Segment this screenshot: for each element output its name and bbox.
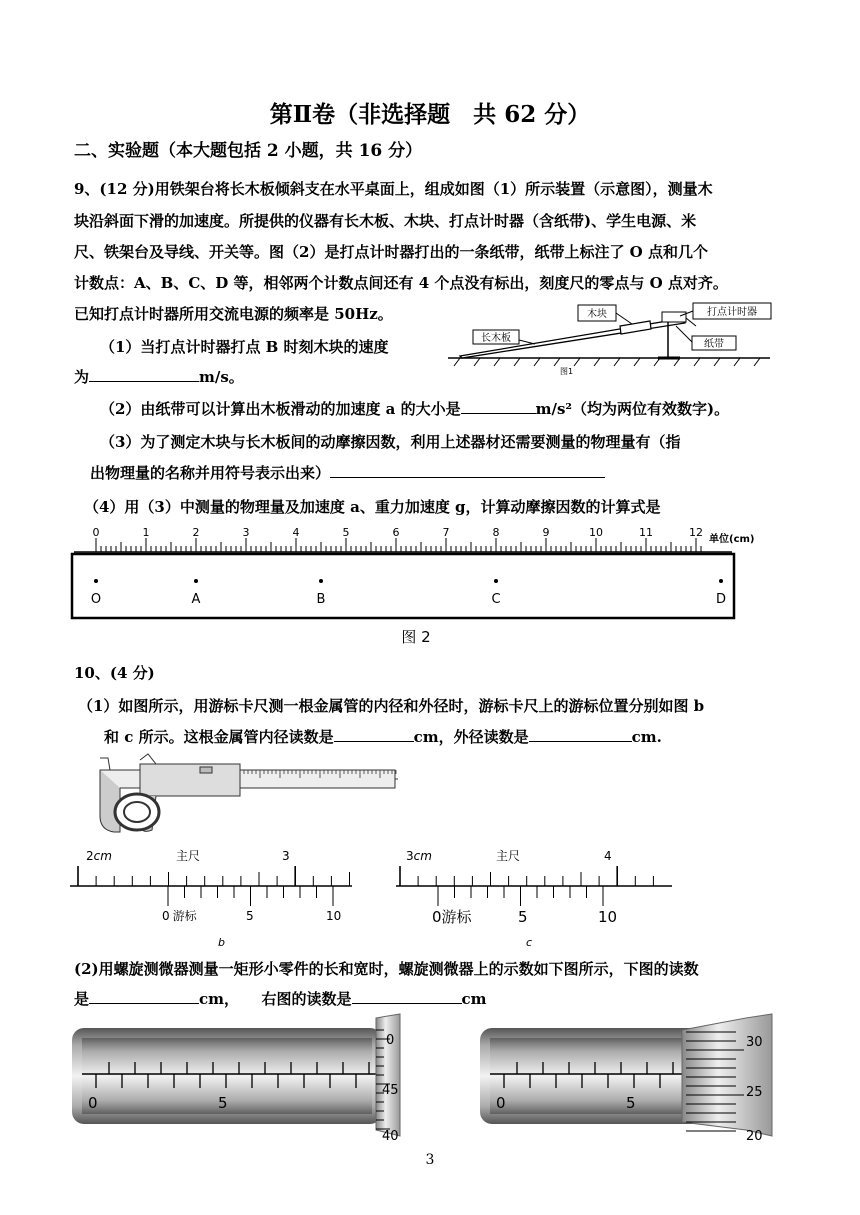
vernier-b-end-label: 3	[282, 849, 290, 863]
ruler-number: 2	[192, 526, 200, 539]
tape-point-label: B	[316, 592, 326, 607]
vernier-c-5-label: 5	[518, 908, 528, 926]
vernier-c-main-label: 主尺	[496, 849, 521, 863]
ruler-number: 0	[92, 526, 100, 539]
timer-body	[662, 312, 686, 322]
q9-part2-unit: m/s²（均为两位有效数字)。	[535, 400, 730, 418]
vernier-b-start-label: 2cm	[86, 849, 112, 863]
micro-right-sleeve-0: 0	[496, 1094, 506, 1112]
micrometer-right	[476, 1012, 776, 1144]
ruler-number: 9	[542, 526, 550, 539]
q9-part2-answer-blank[interactable]	[461, 398, 536, 414]
tape-point-label: A	[191, 592, 201, 607]
q9-part1-answer-blank[interactable]	[89, 366, 199, 382]
ruler-ticks	[96, 538, 701, 552]
micrometer-right-blank[interactable]	[352, 988, 462, 1004]
wooden-block	[620, 321, 651, 334]
q10-part2-text-3: cm	[461, 990, 487, 1008]
ruler-number: 11	[639, 526, 653, 539]
tape-dot	[719, 579, 723, 583]
q9-part2-text: （2）由纸带可以计算出木板滑动的加速度 a 的大小是	[100, 400, 461, 418]
ruler-unit: 单位(cm)	[709, 534, 755, 545]
label-block: 木块	[587, 309, 607, 320]
vernier-b-5-label: 5	[246, 909, 254, 923]
vernier-b-10-label: 10	[326, 909, 342, 923]
micro-left-sleeve-5: 5	[218, 1094, 228, 1112]
q9-part3-text: 出物理量的名称并用符号表示出来）	[90, 464, 331, 482]
q9-line-5: 已知打点计时器所用交流电源的频率是 50Hz。	[74, 305, 393, 323]
micro-left-thimble-40: 40	[382, 1129, 399, 1144]
q10-part1-text-1: 和 c 所示。这根金属管内径读数是	[104, 728, 334, 746]
figure-1-caption: 图1	[560, 367, 574, 376]
q9-part1-unit: m/s。	[199, 368, 244, 386]
ruler-number: 7	[442, 526, 450, 539]
micro-right-thimble-30: 30	[746, 1035, 763, 1050]
figure-2-caption: 图 2	[401, 628, 431, 646]
q10-part2-text-2: cm， 右图的读数是	[199, 990, 352, 1008]
section-heading: 二、实验题（本大题包括 2 小题，共 16 分）	[74, 141, 423, 161]
figure-1-incline	[440, 296, 790, 376]
ruler-number: 3	[242, 526, 250, 539]
q9-line-3: 尺、铁架台及导线、开关等。图（2）是打点计时器打出的一条纸带，纸带上标注了 O 点和几个	[74, 243, 708, 261]
vernier-caliper-illustration	[80, 754, 400, 838]
ruler-number: 6	[392, 526, 400, 539]
q9-part2-line	[100, 398, 729, 419]
q10-part1-line-a: （1）如图所示，用游标卡尺测一根金属管的内径和外径时，游标卡尺上的游标位置分别如图 b	[78, 697, 705, 715]
vernier-scale-c	[392, 846, 692, 952]
tape-point-label: C	[491, 592, 501, 607]
page-number: 3	[425, 1152, 435, 1168]
micrometer-left	[68, 1012, 408, 1144]
vernier-c-caption: c	[526, 936, 533, 949]
ruler-number: 1	[142, 526, 150, 539]
micro-right-thimble-25: 25	[746, 1085, 763, 1100]
q9-line-2: 块沿斜面下滑的加速度。所提供的仪器有长木板、木块、打点计时器（含纸带)、学生电源、米	[74, 212, 697, 230]
figure-2-tape-ruler	[64, 524, 755, 650]
ruler-number: 10	[589, 526, 603, 539]
micro-right-thimble-20: 20	[746, 1129, 763, 1144]
tape-point-label: O	[90, 592, 102, 607]
q9-part1-line-a: （1）当打点计时器打点 B 时刻木块的速度	[100, 338, 389, 356]
label-board: 长木板	[481, 333, 511, 344]
paper-title: 第Ⅱ卷（非选择题 共 62 分）	[269, 101, 591, 128]
outer-diameter-blank[interactable]	[529, 726, 632, 742]
vernier-c-10-label: 10	[598, 908, 618, 926]
q9-part1-line-b	[74, 366, 244, 387]
ruler-number: 4	[292, 526, 300, 539]
tape-dot	[494, 579, 498, 583]
q10-part1-text-3: cm.	[631, 728, 662, 746]
vernier-b-zero-label: 0 游标	[162, 909, 197, 923]
tape-dot	[94, 579, 98, 583]
micro-left-thimble-45: 45	[382, 1083, 399, 1098]
q9-part3-line-a: （3）为了测定木块与长木板间的动摩擦因数，利用上述器材还需要测量的物理量有（指	[100, 433, 681, 451]
micrometer-left-blank[interactable]	[89, 988, 199, 1004]
label-timer: 打点计时器	[707, 307, 757, 318]
vernier-scale-b	[66, 846, 356, 952]
q9-line-1: 9、(12 分)用铁架台将长木板倾斜支在水平桌面上，组成如图（1）所示装置（示意图），测量木	[74, 180, 713, 198]
q9-part3-line-b	[90, 462, 605, 483]
q10-heading: 10、(4 分)	[74, 664, 155, 682]
vernier-b-caption: b	[218, 936, 225, 949]
ruler-number: 5	[342, 526, 350, 539]
ruler-number: 8	[492, 526, 500, 539]
label-tape: 纸带	[704, 339, 724, 350]
vernier-c-end-label: 4	[604, 849, 612, 863]
q9-part1-prefix: 为	[74, 368, 90, 386]
tape-point-label: D	[715, 592, 727, 607]
ruler-numbers	[93, 526, 704, 539]
ruler-number: 12	[689, 526, 703, 539]
tape-dot	[319, 579, 323, 583]
q10-part1-text-2: cm，外径读数是	[413, 728, 529, 746]
micro-left-thimble-0: 0	[386, 1033, 395, 1048]
q9-line-4: 计数点：A、B、C、D 等，相邻两个计数点间还有 4 个点没有标出，刻度尺的零点与 O 点对齐。	[74, 274, 728, 292]
inner-diameter-blank[interactable]	[334, 726, 414, 742]
q10-part2-line-a: (2)用螺旋测微器测量一矩形小零件的长和宽时，螺旋测微器上的示数如下图所示，下图的读数	[74, 960, 699, 978]
q10-part1-line-b	[104, 726, 662, 747]
q9-part3-answer-blank[interactable]	[330, 462, 605, 478]
vernier-b-main-label: 主尺	[176, 849, 201, 863]
paper-tape	[72, 554, 734, 618]
q9-part4-line: （4）用（3）中测量的物理量及加速度 a、重力加速度 g，计算动摩擦因数的计算式是	[84, 498, 661, 516]
micro-right-sleeve-5: 5	[626, 1094, 636, 1112]
micro-left-sleeve-0: 0	[88, 1094, 98, 1112]
q10-part2-line-b	[74, 988, 487, 1009]
vernier-c-start-label: 3cm	[406, 849, 432, 863]
tape-dot	[194, 579, 198, 583]
vernier-c-zero-label: 0游标	[432, 908, 472, 926]
q10-part2-text-1: 是	[74, 990, 90, 1008]
